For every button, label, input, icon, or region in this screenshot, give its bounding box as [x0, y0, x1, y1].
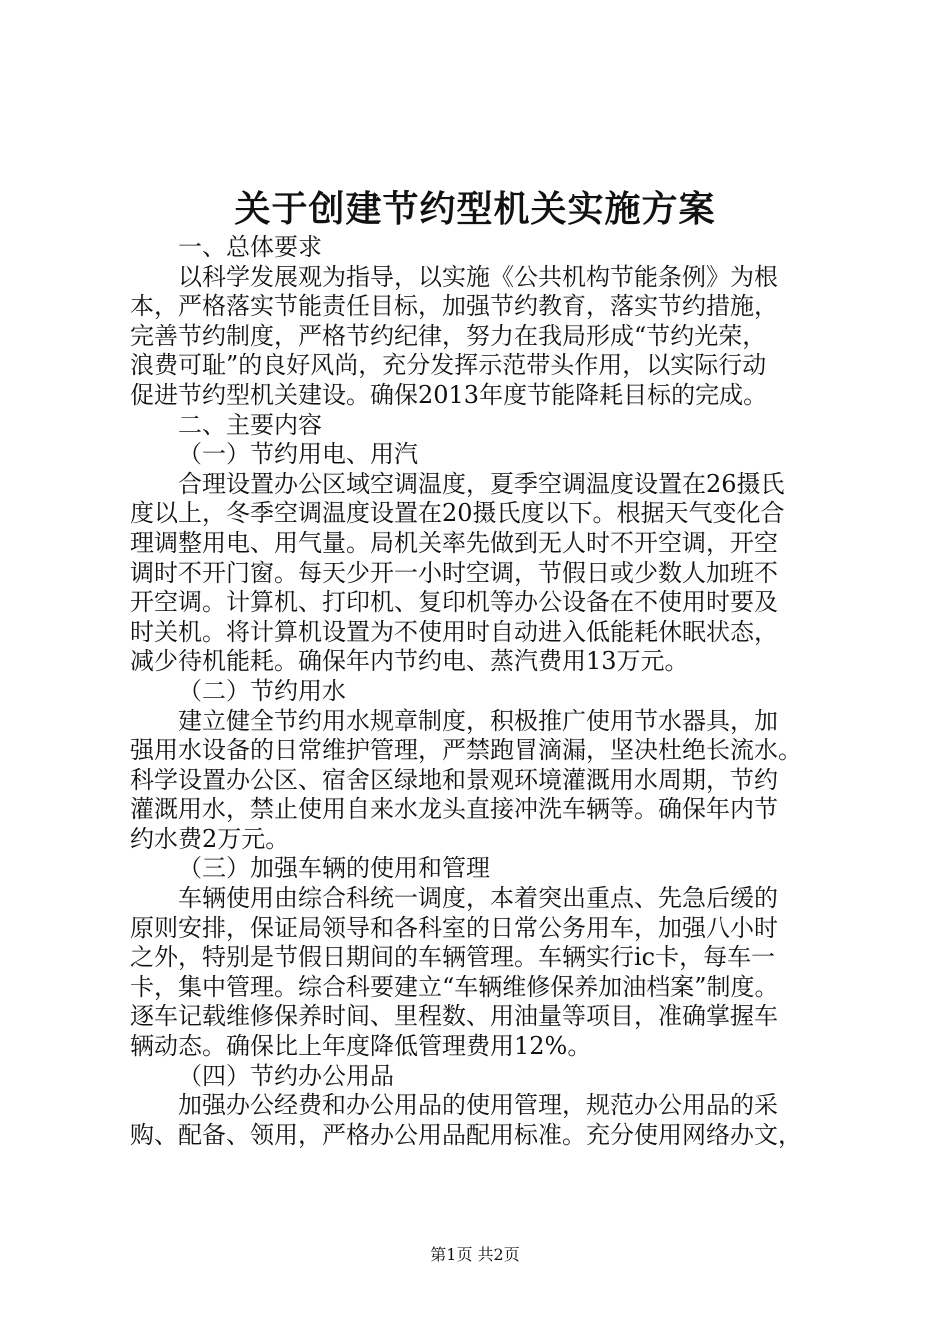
paragraph-line: 灌溉用水，禁止使用自来水龙头直接冲洗车辆等。确保年内节 — [130, 795, 778, 824]
page-footer: 第1页 共2页 — [430, 1245, 520, 1264]
paragraph-line: 之外，特别是节假日期间的车辆管理。车辆实行ic卡，每车一 — [130, 943, 776, 972]
paragraph-line: 辆动态。确保比上年度降低管理费用12%。 — [130, 1032, 592, 1061]
subsection-heading: （四）节约办公用品 — [178, 1061, 394, 1090]
paragraph-line: 理调整用电、用气量。局机关率先做到无人时不开空调，开空 — [130, 528, 778, 557]
document-title: 关于创建节约型机关实施方案 — [234, 188, 716, 230]
subsection-heading: （二）节约用水 — [178, 676, 346, 705]
paragraph-line: 完善节约制度，严格节约纪律，努力在我局形成“节约光荣， — [130, 321, 767, 350]
document-body — [130, 233, 830, 1150]
paragraph-line: 合理设置办公区域空调温度，夏季空调温度设置在26摄氏 — [178, 469, 785, 498]
paragraph-line: 时关机。将计算机设置为不使用时自动进入低能耗休眠状态， — [130, 617, 778, 646]
paragraph-line: 约水费2万元。 — [130, 824, 290, 853]
paragraph-line: 建立健全节约用水规章制度，积极推广使用节水器具，加 — [178, 706, 778, 735]
paragraph-line: 原则安排，保证局领导和各科室的日常公务用车，加强八小时 — [130, 913, 778, 942]
paragraph-line: 强用水设备的日常维护管理，严禁跑冒滴漏，坚决杜绝长流水。 — [130, 736, 802, 765]
paragraph-line: 减少待机能耗。确保年内节约电、蒸汽费用13万元。 — [130, 647, 689, 676]
paragraph-line: 科学设置办公区、宿舍区绿地和景观环境灌溉用水周期，节约 — [130, 765, 778, 794]
subsection-heading: （三）加强车辆的使用和管理 — [178, 854, 490, 883]
paragraph-line: 加强办公经费和办公用品的使用管理，规范办公用品的采 — [178, 1091, 778, 1120]
paragraph-line: 促进节约型机关建设。确保2013年度节能降耗目标的完成。 — [130, 380, 768, 409]
paragraph-line: 开空调。计算机、打印机、复印机等办公设备在不使用时要及 — [130, 588, 778, 617]
paragraph-line: 本，严格落实节能责任目标，加强节约教育，落实节约措施， — [130, 292, 778, 321]
paragraph-line: 车辆使用由综合科统一调度，本着突出重点、先急后缓的 — [178, 884, 778, 913]
paragraph-line: 调时不开门窗。每天少开一小时空调，节假日或少数人加班不 — [130, 558, 778, 587]
paragraph-line: 逐车记载维修保养时间、里程数、用油量等项目，准确掌握车 — [130, 1002, 778, 1031]
paragraph-line: 卡，集中管理。综合科要建立“车辆维修保养加油档案”制度。 — [130, 972, 779, 1001]
paragraph-line: 购、配备、领用，严格办公用品配用标准。充分使用网络办文， — [130, 1120, 802, 1149]
section-heading: 一、总体要求 — [178, 233, 322, 261]
paragraph-line: 以科学发展观为指导，以实施《公共机构节能条例》为根 — [178, 262, 778, 291]
paragraph-line: 浪费可耻”的良好风尚，充分发挥示范带头作用，以实际行动 — [130, 351, 767, 380]
section-heading: 二、主要内容 — [178, 410, 322, 439]
paragraph-line: 度以上，冬季空调温度设置在20摄氏度以下。根据天气变化合 — [130, 499, 785, 528]
subsection-heading: （一）节约用电、用汽 — [178, 440, 418, 469]
